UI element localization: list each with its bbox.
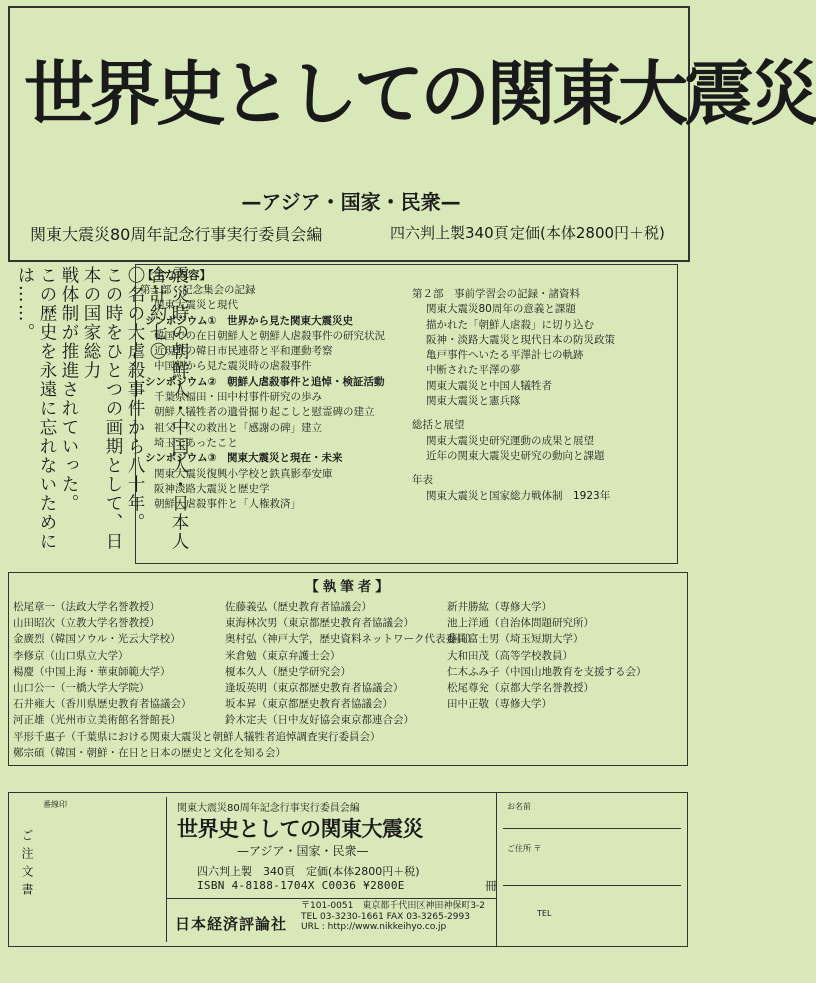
contents-entry: シンポジウム③ 関東大震災と現在・未来: [145, 452, 343, 465]
contents-left-column: [140, 267, 385, 512]
publisher-name: 日本経済評論社: [175, 915, 288, 933]
contents-entry: 亀戸事件へいたる平澤計七の軌跡: [426, 349, 584, 362]
book-price: 定価(本体2800円＋税): [510, 224, 665, 242]
order-isbn: ISBN 4-8188-1704X C0036 ¥2800E: [197, 879, 405, 892]
order-subtitle: —アジア・国家・民衆—: [237, 844, 369, 858]
contents-entry: 関東大震災と国家総力戦体制 1923年: [426, 489, 611, 502]
contents-entry: 中国側から見た震災時の虐殺事件: [154, 360, 312, 373]
author-entry: 東海林次男（東京都歴史教育者協議会）: [225, 617, 414, 630]
intro-line: 戦体制が推進されていった。: [59, 266, 79, 513]
author-entry: 松尾章一（法政大学名誉教授）: [13, 601, 160, 613]
contents-entry: 朝鮮人犠牲者の遺骨掘り起こしと慰霊碑の建立: [154, 406, 375, 419]
authors-full-width: [13, 729, 381, 761]
book-editor: 関東大震災80周年記念行事実行委員会編: [30, 225, 323, 244]
author-entry: 榎本久人（歴史学研究会）: [225, 665, 351, 678]
address-line: URL : http://www.nikkeihyo.co.jp: [301, 922, 447, 932]
publisher-address: [301, 901, 485, 933]
intro-line: 震災時の朝鮮人・中国人・日本人合計約七〇: [147, 266, 189, 551]
contents-entry: 近現代の韓日市民連帯と平和運動考察: [154, 345, 333, 358]
contents-entry: 関東大震災復興小学校と鉄真影奉安庫: [154, 467, 333, 480]
author-entry: 田中正敬（専修大学）: [447, 698, 552, 711]
author-entry: 李修京（山口県立大学）: [13, 649, 129, 662]
tel-field-label[interactable]: TEL: [537, 909, 552, 918]
divider: [503, 885, 681, 886]
author-entry: 新井勝紘（専修大学）: [447, 601, 552, 613]
contents-entry: シンポジウム① 世界から見た関東大震災史: [145, 314, 354, 327]
contents-entry: 関東大震災史研究運動の成果と展望: [426, 434, 594, 447]
intro-line: この歴史を永遠に忘れないためには……。: [15, 266, 57, 551]
author-entry: 楊慶（中国上海・華東師範大学）: [13, 665, 171, 678]
contents-entry: 千葉県福田・田中村事件研究の歩み: [154, 391, 322, 404]
contents-entry: 近年の関東大震災史研究の動向と課題: [426, 449, 605, 462]
contents-entry: シンポジウム② 朝鮮人虐殺事件と追悼・検証活動: [145, 375, 385, 388]
intro-line: 〇名の大虐殺事件から八十年。: [125, 266, 145, 532]
contents-entry: 関東大震災80周年の意義と課題: [426, 303, 576, 316]
author-entry: 松尾尊兊（京都大学名誉教授）: [447, 682, 594, 695]
intro-line: この時をひとつの画期として、日本の国家総力: [81, 266, 123, 551]
author-entry: 金廣烈（韓国ソウル・光云大学校）: [13, 633, 181, 646]
author-entry: 鈴木定夫（日中友好協会東京都連合会）: [225, 714, 414, 727]
bookseller-stamp-area: [39, 797, 167, 942]
divider: [503, 828, 681, 829]
contents-right-column: [412, 287, 615, 504]
order-book-info: [167, 793, 497, 946]
order-form-label: ご注文書: [20, 829, 34, 901]
authors-column-3: [447, 599, 647, 712]
author-entry: 仁木ふみ子（中国山地教育を支援する会）: [447, 665, 647, 678]
authors-label: 【執筆者】: [305, 579, 393, 595]
spacer: [412, 409, 615, 418]
author-entry: 佐藤義弘（歴史教育者協議会）: [225, 601, 372, 613]
book-subtitle: —アジア・国家・民衆—: [241, 190, 461, 214]
address-line: 〒101-0051 東京都千代田区神田神保町3-2: [301, 901, 486, 911]
author-entry: 逢坂英明（東京都歴史教育者協議会）: [225, 682, 404, 695]
author-entry: 山口公一（一橋大学大学院）: [13, 682, 150, 695]
author-entry: 奥村弘（神戸大学，歴史資料ネットワーク代表委員）: [225, 633, 477, 646]
authors-box: [8, 572, 688, 766]
name-field-label[interactable]: お名前: [507, 802, 531, 811]
spacer: [412, 464, 615, 473]
contents-entry: 第２部 事前学習会の記録・諸資料: [412, 288, 580, 300]
contents-entry: 祖父・父の救出と「感謝の碑」建立: [154, 421, 322, 434]
order-editor: 関東大震災80周年記念行事実行委員会編: [177, 803, 360, 814]
order-format: 四六判上製 340頁 定価(本体2800円＋税): [197, 865, 420, 878]
copies-field[interactable]: 冊: [485, 879, 498, 893]
author-entry: 米倉勉（東京弁護士会）: [225, 649, 341, 662]
author-entry: 山田昭次（立教大学名誉教授）: [13, 617, 160, 630]
author-entry: 河正雄（光州市立美術館名誉館長）: [13, 714, 181, 727]
stamp-label: 番線印: [43, 800, 67, 809]
contents-entry: 関東大震災と現代: [154, 299, 238, 312]
publisher-row: [167, 898, 497, 946]
header-box: [8, 6, 816, 262]
contents-entry: 年表: [412, 474, 433, 487]
book-title: 世界史としての関東大震災: [24, 52, 816, 135]
authors-column-2: [225, 599, 477, 729]
author-entry: 石井雍大（香川県歴史教育者協議会）: [13, 698, 192, 711]
contents-entry: 中断された平澤の夢: [426, 364, 521, 377]
author-entry: 平形千惠子（千葉県における関東大震災と朝鮮人犠牲者追悼調査実行委員会）: [13, 731, 381, 743]
contents-entry: 埼玉であったこと: [154, 436, 238, 449]
contents-entry: 総括と展望: [412, 419, 465, 432]
authors-column-1: [13, 599, 192, 729]
contents-entry: 韓国での在日朝鮮人と朝鮮人虐殺事件の研究状況: [154, 329, 385, 342]
contents-label: 【主な内容】: [142, 268, 211, 282]
contents-box: [135, 264, 678, 564]
contents-entry: 阪神・淡路大震災と現代日本の防災政策: [426, 333, 615, 346]
author-entry: 藤田富士男（埼玉短期大学）: [447, 633, 584, 646]
contents-entry: 第１部 記念集会の記録: [140, 284, 256, 296]
author-entry: 大和田茂（高等学校教員）: [447, 649, 573, 662]
author-entry: 鄭宗碩（韓国・朝鮮・在日と日本の歴史と文化を知る会）: [13, 747, 286, 760]
contents-entry: 阪神淡路大震災と歴史学: [154, 482, 270, 495]
contents-entry: 朝鮮人虐殺事件と「人権救済」: [154, 498, 301, 511]
author-entry: 池上洋通（自治体問題研究所）: [447, 617, 594, 630]
address-field-label[interactable]: ご住所 〒: [507, 844, 542, 853]
customer-info-area: [497, 793, 687, 946]
contents-entry: 関東大震災と中国人犠牲者: [426, 379, 552, 392]
contents-entry: 描かれた「朝鮮人虐殺」に切り込む: [426, 318, 594, 331]
author-entry: 坂本昇（東京都歴史教育者協議会）: [225, 698, 393, 711]
order-form: [8, 792, 688, 947]
book-format: 四六判上製340頁: [390, 224, 509, 242]
contents-entry: 関東大震災と憲兵隊: [426, 395, 521, 408]
order-title: 世界史としての関東大震災: [177, 816, 423, 841]
address-line: TEL 03-3230-1661 FAX 03-3265-2993: [301, 911, 470, 922]
